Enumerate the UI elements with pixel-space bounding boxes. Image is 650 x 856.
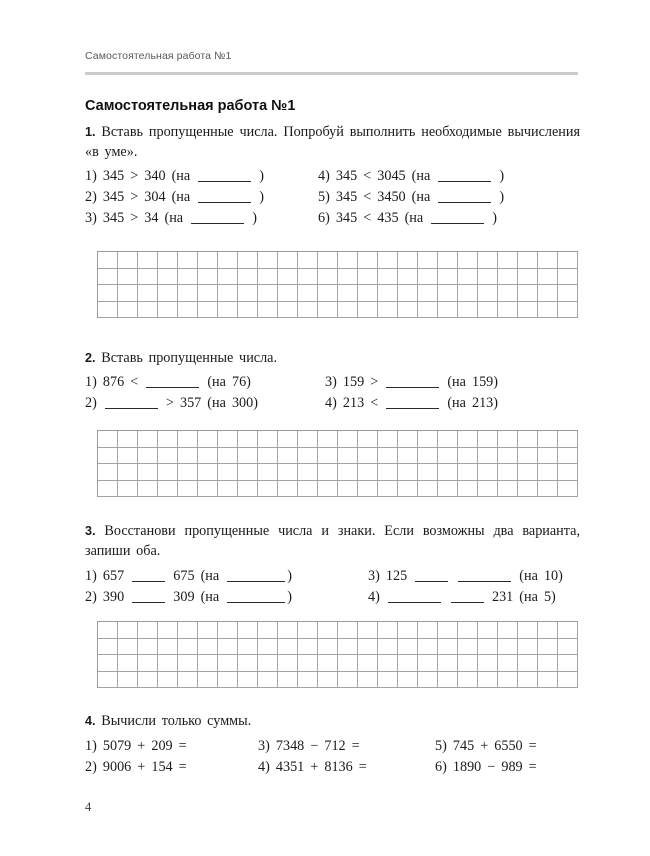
task-3-row-1 — [85, 566, 580, 587]
task-1-items — [85, 166, 580, 229]
task-1-item-3 — [85, 208, 257, 229]
item-expression: 159 > — [342, 374, 379, 390]
answer-blank[interactable] — [105, 398, 158, 409]
item-expression: 876 < — [102, 374, 139, 390]
answer-blank[interactable] — [198, 192, 251, 203]
task-4-item-1 — [85, 736, 187, 757]
task-2-item-2 — [85, 393, 258, 414]
item-suffix: ) — [499, 189, 505, 205]
task-4-prompt — [85, 711, 580, 731]
answer-blank[interactable] — [386, 377, 439, 388]
work-grid-3[interactable] — [97, 621, 578, 688]
item-expression: 7348 − 712 = — [275, 738, 360, 754]
task-1-item-1 — [85, 166, 264, 187]
item-operand-left: 390 — [102, 589, 125, 605]
item-label: 6) — [318, 210, 330, 226]
item-label: 1) — [85, 568, 97, 584]
task-2-item-3 — [325, 372, 498, 393]
task-2-prompt-text: Вставь пропущенные числа. — [101, 350, 278, 366]
item-label: 2) — [85, 395, 97, 411]
task-4-item-3 — [258, 736, 360, 757]
sign-blank[interactable] — [415, 571, 448, 582]
item-expression: 345 > 304 (на — [102, 189, 191, 205]
task-1 — [85, 122, 580, 229]
item-suffix: ) — [492, 210, 498, 226]
item-expression: 345 < 435 (на — [335, 210, 424, 226]
item-suffix: (на 213) — [447, 395, 498, 411]
task-4-row-2 — [85, 757, 580, 778]
task-3-item-2 — [85, 587, 292, 608]
page-number: 4 — [85, 800, 92, 814]
item-expression: 9006 + 154 = — [102, 759, 187, 775]
item-label: 3) — [368, 568, 380, 584]
task-1-row-1 — [85, 166, 580, 187]
task-1-item-6 — [318, 208, 497, 229]
item-expression: 745 + 6550 = — [452, 738, 537, 754]
item-suffix: ) — [499, 168, 505, 184]
item-label: 2) — [85, 189, 97, 205]
work-grid-1[interactable] — [97, 251, 578, 318]
task-4-item-6 — [435, 757, 537, 778]
item-suffix: (на 76) — [207, 374, 251, 390]
task-1-item-4 — [318, 166, 504, 187]
item-suffix: > 357 (на 300) — [165, 395, 258, 411]
task-2-row-1 — [85, 372, 580, 393]
item-suffix: ) — [259, 189, 265, 205]
sign-blank[interactable] — [132, 571, 165, 582]
task-2-row-2 — [85, 393, 580, 414]
item-suffix: ) — [287, 568, 292, 584]
task-4-row-1 — [85, 736, 580, 757]
item-label: 3) — [325, 374, 337, 390]
task-4-item-5 — [435, 736, 537, 757]
task-4-item-2 — [85, 757, 187, 778]
answer-blank[interactable] — [227, 571, 285, 582]
task-3-row-2 — [85, 587, 580, 608]
answer-blank[interactable] — [198, 171, 251, 182]
answer-blank[interactable] — [386, 398, 439, 409]
item-suffix: ) — [259, 168, 265, 184]
task-4-prompt-text: Вычисли только суммы. — [101, 713, 252, 729]
item-label: 1) — [85, 738, 97, 754]
item-label: 3) — [85, 210, 97, 226]
answer-blank[interactable] — [227, 592, 285, 603]
item-suffix: ) — [252, 210, 257, 226]
item-label: 5) — [318, 189, 330, 205]
item-expression: 345 < 3045 (на — [335, 168, 431, 184]
task-3-number: 3. — [85, 524, 96, 538]
page-title: Самостоятельная работа №1 — [85, 97, 296, 114]
item-expression: 345 > 340 (на — [102, 168, 191, 184]
item-label: 2) — [85, 589, 97, 605]
task-1-row-2 — [85, 187, 580, 208]
answer-blank[interactable] — [146, 377, 199, 388]
answer-blank[interactable] — [431, 213, 484, 224]
task-1-row-3 — [85, 208, 580, 229]
item-label: 5) — [435, 738, 447, 754]
task-3-item-3 — [368, 566, 563, 587]
item-operand-left: 125 — [385, 568, 408, 584]
item-label: 6) — [435, 759, 447, 775]
item-suffix: (на 159) — [447, 374, 498, 390]
header-divider — [85, 72, 578, 75]
item-expression: 1890 − 989 = — [452, 759, 537, 775]
task-4-item-4 — [258, 757, 367, 778]
task-2-number: 2. — [85, 351, 96, 365]
task-2-items — [85, 372, 580, 414]
task-3 — [85, 521, 580, 608]
task-2-item-4 — [325, 393, 498, 414]
answer-blank[interactable] — [191, 213, 244, 224]
task-3-item-4 — [368, 587, 556, 608]
item-expression: 345 > 34 (на — [102, 210, 184, 226]
task-3-item-1 — [85, 566, 292, 587]
item-operand-left: 657 — [102, 568, 125, 584]
item-expression: 345 < 3450 (на — [335, 189, 431, 205]
task-2-prompt — [85, 348, 580, 368]
work-grid-2[interactable] — [97, 430, 578, 497]
task-1-prompt-text: Вставь пропущенные числа. Попробуй выполнить необходимые вычисления «в уме». — [85, 124, 580, 160]
task-3-prompt-text: Восстанови пропущенные числа и знаки. Если возможны два варианта, запиши оба. — [85, 523, 580, 559]
task-2-item-1 — [85, 372, 251, 393]
item-suffix: 231 (на 5) — [491, 589, 556, 605]
task-3-items — [85, 566, 580, 608]
task-1-item-2 — [85, 187, 264, 208]
task-4-items — [85, 736, 580, 778]
item-label: 2) — [85, 759, 97, 775]
task-4 — [85, 711, 580, 778]
answer-blank[interactable] — [458, 571, 511, 582]
answer-blank[interactable] — [388, 592, 441, 603]
item-label: 1) — [85, 374, 97, 390]
item-suffix: (на 10) — [519, 568, 563, 584]
task-1-prompt — [85, 122, 580, 162]
item-expression: 213 < — [342, 395, 379, 411]
item-label: 3) — [258, 738, 270, 754]
answer-blank[interactable] — [438, 171, 491, 182]
item-operand-right: 675 (на — [173, 568, 220, 584]
item-label: 4) — [325, 395, 337, 411]
item-label: 1) — [85, 168, 97, 184]
item-operand-right: 309 (на — [173, 589, 220, 605]
running-head: Самостоятельная работа №1 — [85, 50, 232, 62]
item-expression: 4351 + 8136 = — [275, 759, 367, 775]
answer-blank[interactable] — [438, 192, 491, 203]
sign-blank[interactable] — [132, 592, 165, 603]
item-expression: 5079 + 209 = — [102, 738, 187, 754]
sign-blank[interactable] — [451, 592, 484, 603]
task-2 — [85, 348, 580, 414]
item-label: 4) — [318, 168, 330, 184]
task-3-prompt — [85, 521, 580, 561]
task-4-number: 4. — [85, 714, 96, 728]
item-suffix: ) — [287, 589, 292, 605]
task-1-item-5 — [318, 187, 504, 208]
task-1-number: 1. — [85, 125, 96, 139]
item-label: 4) — [368, 589, 380, 605]
item-label: 4) — [258, 759, 270, 775]
